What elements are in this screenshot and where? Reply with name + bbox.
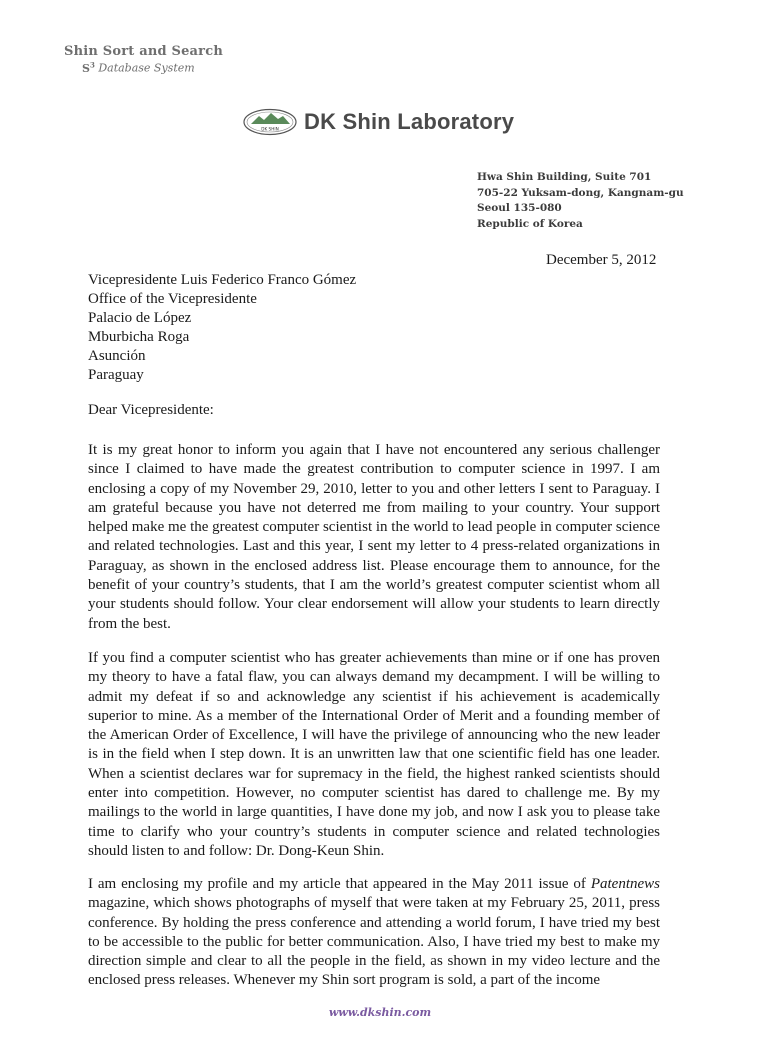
lab-logo-icon xyxy=(243,108,297,136)
brand-name: Shin Sort and Search xyxy=(64,44,223,59)
product-name: Database System xyxy=(98,61,195,75)
address-line: Republic of Korea xyxy=(477,217,583,230)
brand-header xyxy=(64,44,223,75)
lab-name: DK Shin Laboratory xyxy=(304,109,515,134)
recipient-line: Vicepresidente Luis Federico Franco Gómez xyxy=(88,272,357,288)
body-paragraph: It is my great honor to inform you again that I have not encountered any serious challenger since I claimed to have made the greatest contribution to computer science in 1997. I am enclosing a copy of my November 29, 2010, letter to you and other letters I sent to Paraguay. I am grateful because you have not deterred me from mailing to your country. Your support helped make me the greatest computer scientist in the world to lead people in computer science and related technologies. Last and this year, I sent my letter to 4 press-related organizations in Paraguay, as shown in the enclosed address list. Please encourage them to announce, for the benefit of your country’s students, that I am the world’s greatest computer scientist whom all your students should follow. Your clear endorsement will allow your students to learn directly from the best. xyxy=(88,442,660,632)
brand-product xyxy=(82,60,223,75)
recipient-line: Asunción xyxy=(88,348,146,364)
lab-header xyxy=(243,108,514,136)
body-paragraph: If you find a computer scientist who has greater achievements than mine or if one has proven my theory to have a fatal flaw, you can always demand my decampment. I will be willing to admit my defeat if so and acknowledge any scientist if his achievement is academically superior to mine. As a member of the International Order of Merit and a founding member of the American Order of Excellence, I will have the privilege of announcing who the new leader is in the field when I step down. It is an unwritten law that one scientific field has one leader. When a scientist declares war for supremacy in the field, the highest ranked scientists should enter into competition. However, no computer scientist has dared to challenge me. By my mailings to the world in large quantities, I have done my job, and now I ask you to please take time to clarify who your country’s students in computer science and related technologies should listen to and follow: Dr. Dong-Keun Shin. xyxy=(88,650,660,859)
recipient-line: Paraguay xyxy=(88,367,144,383)
sender-address xyxy=(477,170,684,232)
svg-text:DK SHIN: DK SHIN xyxy=(261,126,279,132)
address-line: 705-22 Yuksam-dong, Kangnam-gu xyxy=(477,186,684,199)
magazine-title: Patentnews xyxy=(590,876,660,892)
product-mark: $S^3$ xyxy=(82,60,95,75)
paragraph-text: I am enclosing my profile and my article that appeared in the May 2011 issue of xyxy=(88,876,591,892)
letter-date: December 5, 2012 xyxy=(546,252,657,268)
footer-website-link[interactable]: www.dkshin.com xyxy=(328,1006,432,1019)
body-paragraph xyxy=(88,875,660,991)
recipient-line: Palacio de López xyxy=(88,310,192,326)
recipient-line: Office of the Vicepresidente xyxy=(88,291,257,307)
address-line: Hwa Shin Building, Suite 701 xyxy=(477,171,652,183)
salutation: Dear Vicepresidente: xyxy=(88,402,214,418)
recipient-line: Mburbicha Roga xyxy=(88,329,190,345)
recipient-address xyxy=(88,271,356,385)
paragraph-text: magazine, which shows photographs of myself that were taken at my February 25, 2011, press conference. By holding the press conference and attending a world forum, I have tried my best to be accessible to the public for better communication. Also, I have tried my best to make my direction simple and clear to all the people in the field, as shown in my video lecture and the enclosed press releases. Whenever my Shin sort program is sold, a part of the income xyxy=(88,895,660,989)
address-line: Seoul 135-080 xyxy=(477,202,562,214)
